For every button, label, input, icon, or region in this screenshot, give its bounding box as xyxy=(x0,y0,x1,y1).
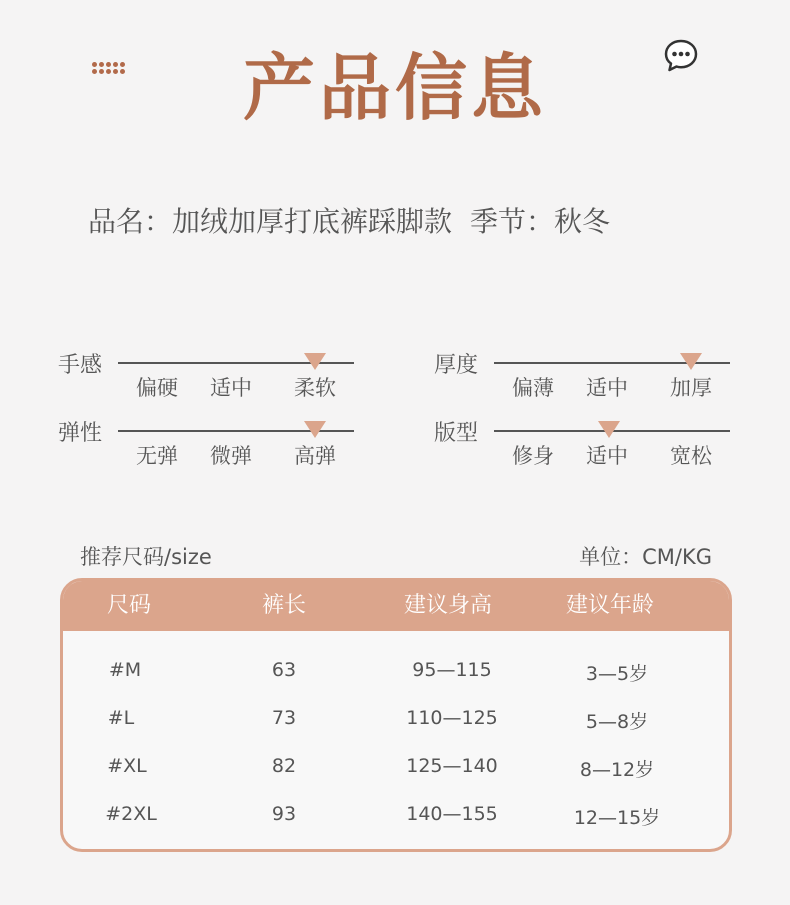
table-cell: 95—115 xyxy=(412,659,492,681)
scale-option: 柔软 xyxy=(294,376,336,400)
attribute-label: 弹性 xyxy=(58,421,103,446)
attribute-thickness xyxy=(434,348,774,408)
table-cell: 125—140 xyxy=(406,755,498,777)
scale-option: 宽松 xyxy=(670,444,712,468)
attribute-feel xyxy=(58,348,398,408)
selection-triangle-icon xyxy=(304,353,326,370)
table-cell: 8—12岁 xyxy=(579,759,655,781)
scale-option: 高弹 xyxy=(294,444,336,468)
selection-triangle-icon xyxy=(680,353,702,370)
season-value: 秋冬 xyxy=(554,205,611,238)
column-header: 尺码 xyxy=(107,593,152,618)
selection-triangle-icon xyxy=(598,421,620,438)
attribute-label: 手感 xyxy=(58,353,103,378)
table-cell: 110—125 xyxy=(406,707,498,729)
table-cell: 3—5岁 xyxy=(585,663,649,685)
column-header: 裤长 xyxy=(262,593,307,618)
column-header: 建议身高 xyxy=(404,593,493,618)
scale-option: 适中 xyxy=(586,376,628,400)
attribute-label: 厚度 xyxy=(434,353,479,378)
table-cell: 82 xyxy=(271,755,297,777)
table-cell: 73 xyxy=(271,707,297,729)
page-title: 产品信息 xyxy=(242,46,547,130)
size-table xyxy=(60,578,732,852)
table-cell: #M xyxy=(108,659,142,681)
size-caption: 推荐尺码/size xyxy=(80,545,212,569)
scale-option: 修身 xyxy=(512,444,554,468)
column-header: 建议年龄 xyxy=(566,593,655,618)
scale-option: 加厚 xyxy=(670,376,712,400)
unit-label: 单位：CM/KG xyxy=(579,545,712,569)
selection-triangle-icon xyxy=(304,421,326,438)
scale-option: 偏薄 xyxy=(512,376,554,400)
product-name-label: 品名： xyxy=(88,205,173,238)
scale-option: 无弹 xyxy=(136,444,178,468)
table-cell: 12—15岁 xyxy=(573,807,661,829)
scale-option: 微弹 xyxy=(210,444,252,468)
scale-option: 适中 xyxy=(586,444,628,468)
season-label: 季节： xyxy=(470,205,555,238)
attribute-fit xyxy=(434,416,774,476)
table-cell: 93 xyxy=(271,803,297,825)
table-cell: #XL xyxy=(107,755,147,777)
table-cell: 140—155 xyxy=(406,803,498,825)
product-info-line xyxy=(88,200,610,240)
table-cell: 63 xyxy=(271,659,297,681)
attribute-label: 版型 xyxy=(434,421,479,446)
scale-option: 适中 xyxy=(210,376,252,400)
attribute-elasticity xyxy=(58,416,398,476)
product-name-value: 加绒加厚打底裤踩脚款 xyxy=(172,205,453,238)
scale-option: 偏硬 xyxy=(136,376,178,400)
table-cell: #L xyxy=(107,707,135,729)
table-cell: 5—8岁 xyxy=(585,711,649,733)
table-header xyxy=(63,581,729,631)
table-cell: #2XL xyxy=(105,803,157,825)
